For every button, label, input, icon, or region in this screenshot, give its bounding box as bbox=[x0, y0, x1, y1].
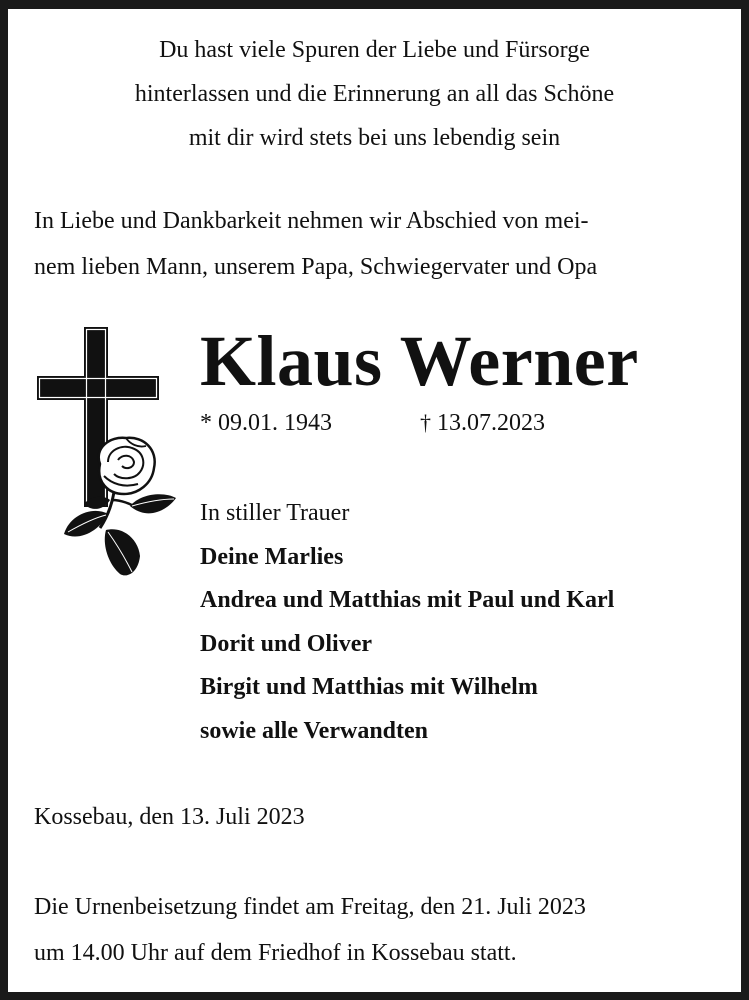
death-cross-icon: † bbox=[420, 410, 431, 435]
place-and-date: Kossebau, den 13. Juli 2023 bbox=[34, 804, 305, 830]
poem-line: mit dir wird stets bei uns lebendig sein bbox=[188, 125, 561, 151]
funeral-line: um 14.00 Uhr auf dem Friedhof in Kossebau statt. bbox=[34, 940, 517, 966]
memorial-poem bbox=[8, 28, 741, 160]
funeral-details bbox=[34, 884, 586, 976]
mourner-name: Dorit und Oliver bbox=[200, 630, 372, 657]
cross-with-rose-icon bbox=[34, 324, 180, 580]
intro-line: In Liebe und Dankbarkeit nehmen wir Abschied von mei- bbox=[34, 208, 589, 234]
deceased-name: Klaus Werner bbox=[200, 321, 639, 401]
rose-icon bbox=[64, 438, 176, 576]
mourning-intro: In stiller Trauer bbox=[200, 500, 350, 526]
mourner-name: Andrea und Matthias mit Paul und Karl bbox=[200, 587, 615, 613]
birth-date: * 09.01. 1943 bbox=[200, 410, 332, 436]
mourner-name: Birgit und Matthias mit Wilhelm bbox=[200, 674, 538, 700]
mourner-name: Deine Marlies bbox=[200, 543, 344, 570]
death-date: 13.07.2023 bbox=[437, 410, 545, 436]
mourner-name: sowie alle Verwandten bbox=[200, 717, 428, 744]
funeral-line: Die Urnenbeisetzung findet am Freitag, den 21. Juli 2023 bbox=[34, 894, 586, 920]
poem-line: hinterlassen und die Erinnerung an all das Schöne bbox=[134, 81, 615, 107]
death-date-group bbox=[420, 406, 545, 440]
farewell-intro bbox=[34, 198, 729, 290]
intro-line: nem lieben Mann, unserem Papa, Schwiegervater und Opa bbox=[34, 254, 598, 280]
mourners-list bbox=[200, 492, 614, 753]
poem-line: Du hast viele Spuren der Liebe und Fürsorge bbox=[159, 37, 590, 63]
life-dates bbox=[200, 406, 545, 440]
